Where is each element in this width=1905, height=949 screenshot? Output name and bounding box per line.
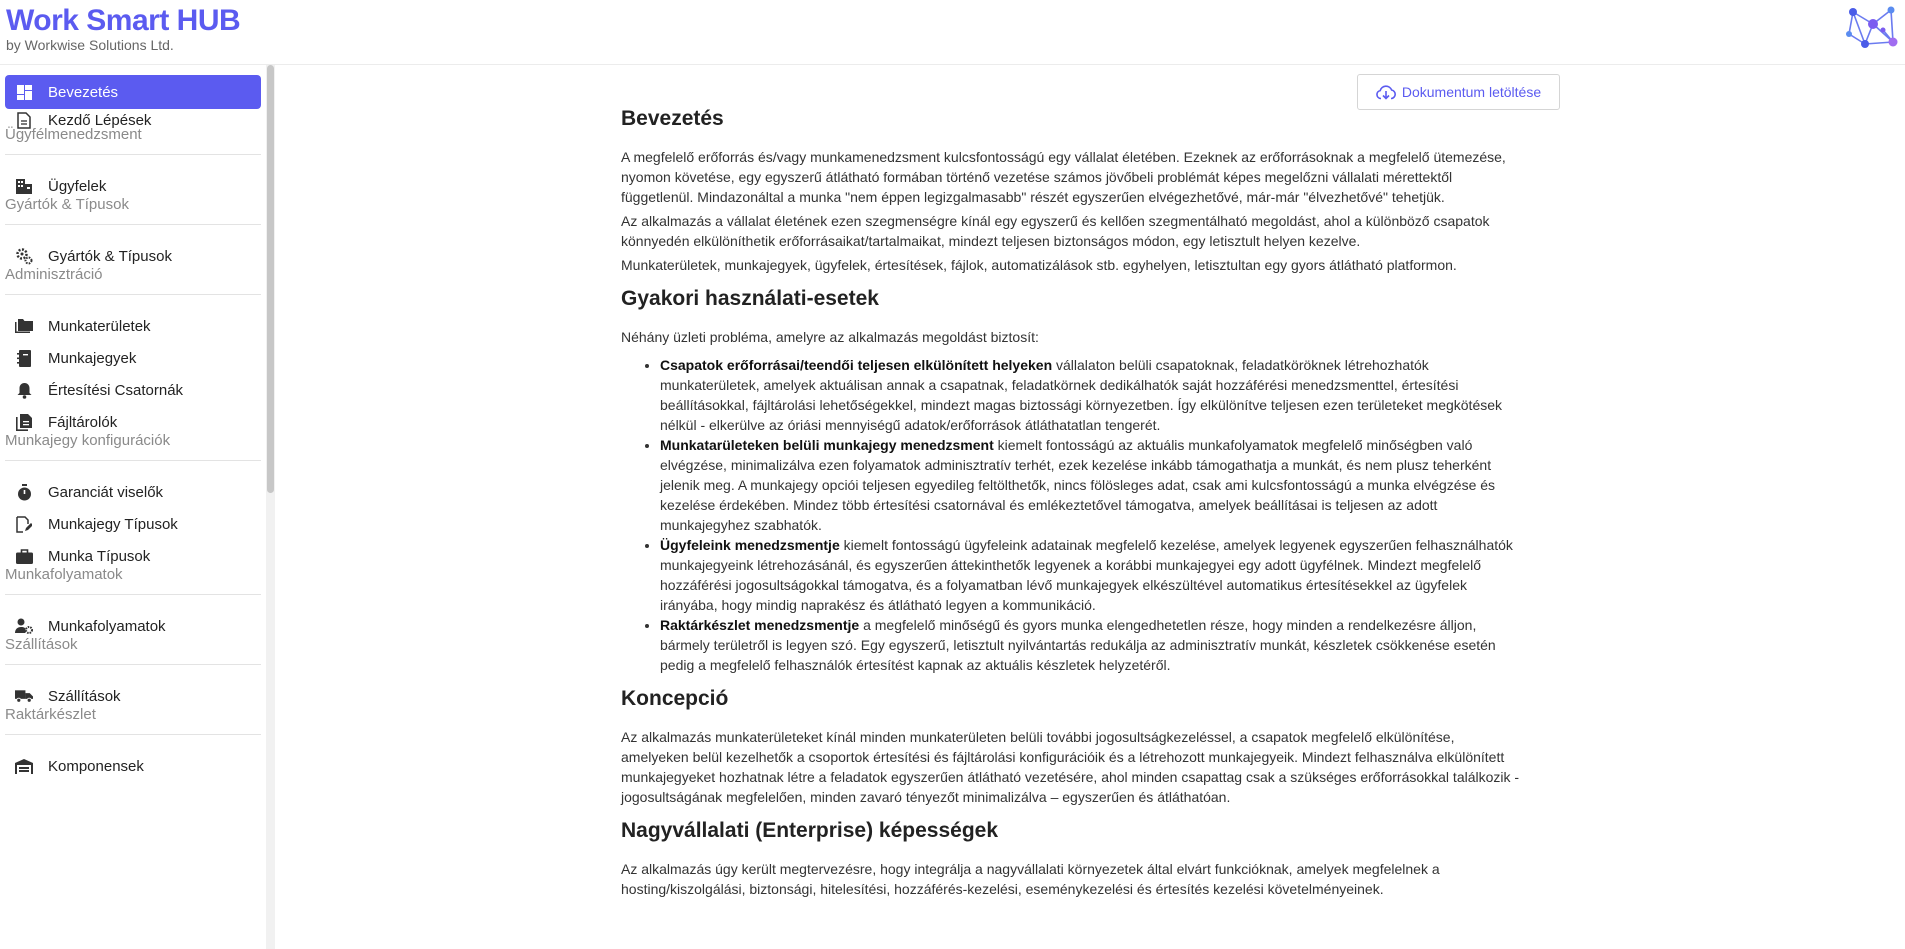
- sidebar-item-label: Munkajegyek: [48, 349, 137, 367]
- sidebar-section: Munkafolyamatok: [5, 566, 261, 583]
- sidebar-item-label: Szállítások: [48, 687, 121, 705]
- sidebar-item-garanciat-viselok[interactable]: [5, 475, 261, 509]
- sidebar-section: Munkajegy konfigurációk: [5, 432, 261, 449]
- sidebar-section: Szállítások: [5, 636, 261, 653]
- heading-intro: Bevezetés: [621, 107, 724, 130]
- paragraph: Munkaterületek, munkajegyek, ügyfelek, értesítések, fájlok, automatizálások stb. egyhelyen, letisztultan egy gyors átlátható platformon.: [621, 257, 1457, 273]
- paragraph: Az alkalmazás úgy került megtervezésre, hogy integrálja a nagyvállalati környezetek által elvárt funkcióknak, amelyek megfelelnek a hosting/kiszolgálási, biztonsági, hitelesítési, hozzáférés-kezelési, eseménykezelési és értesítés kezelési követelményeinek.: [621, 861, 1440, 897]
- sidebar-item-label: Fájltárolók: [48, 413, 118, 431]
- sidebar-item-label: Garanciát viselők: [48, 483, 164, 501]
- list-item: • Raktárkészlet menedzsmentje a megfelelő minőségű és gyors munka elengedhetetlen része, hogy minden a rendelkezésre álljon, bármely területről is legyen szó. Egy egyszerű, letisztult nyilvántartás redukálja az adminisztratív munkát, készletek csökkenése esetén pedig a megfelelő felhasználók értesítést kapnak az aktuális készletek helyzetéről.: [660, 615, 1521, 675]
- app-header: [0, 0, 1905, 65]
- brand[interactable]: [6, 4, 240, 53]
- cloud-download-icon: [1376, 85, 1396, 100]
- sidebar-scrollbar-thumb[interactable]: [267, 65, 274, 493]
- sidebar-item-label: Ügyfelek: [48, 177, 107, 195]
- sidebar-section: Gyártók & Típusok: [5, 196, 261, 213]
- sidebar-section: Adminisztráció: [5, 266, 261, 283]
- network-logo-icon[interactable]: [1843, 2, 1899, 54]
- paragraph: A megfelelő erőforrás és/vagy munkamenedzsment kulcsfontosságú egy vállalat életében. Ezeknek az erőforrásoknak a megfelelő ütemezése, nyomon követése, egy egyszerű átlátható formában történő vezetése számos jövőbeli problémát képes megelőzni vállalati mérettektől függetlenül. Mindazonáltal a munka "nem éppen legizgalmasabb" részét egyszerűen elvégezhetővé, már-már "élvezhetővé" tehetjük.: [621, 149, 1506, 205]
- list-item: • Munkatarületeken belüli munkajegy menedzsment kiemelt fontosságú az aktuális munkafolyamatok megfelelő minőségben való elvégzése, minimalizálva ezen folyamatok adminisztratív terhét, ezek kezelése inkább támogathatja a munkát, és nem plusz teherként jelenik meg. A munkajegy opciói teljesen egyedileg feltölthetők, nincs fölösleges adat, csak ami kulcsfontosságú a munka elvégzése és kezelése érdekében. Mindez több értesítési csatornával és emlékeztetővel támogatva, amelyek beállításai is teljesen az adott munkajegyhez szabhatók.: [660, 435, 1521, 535]
- sidebar-item-label: Kezdő Lépések: [48, 111, 152, 129]
- main-content: [276, 65, 1905, 949]
- paragraph: Az alkalmazás a vállalat életének ezen szegmenségre kínál egy egyszerű és kellően szegmentálható megoldást, ahol a különböző csapatok könnyedén elkülöníthetik erőforrásaikat/tartalmaikat, mindezt teljesen biztonságos módon, egy letisztult helyen kezelve.: [621, 213, 1490, 249]
- folders-icon: [15, 317, 33, 335]
- heading-use-cases: Gyakori használati-esetek: [621, 287, 879, 310]
- sidebar-item-label: Gyártók & Típusok: [48, 247, 172, 265]
- heading-concept: Koncepció: [621, 687, 729, 710]
- sidebar-item-munkajegy-tipusok[interactable]: [5, 507, 261, 541]
- list-item: • Ügyfeleink menedzsmentje kiemelt fontosságú ügyfeleink adatainak megfelelő kezelése, amelyek legyenek egyszerűen felhasználhatók munkajegyeink létrehozásánál, és egyszerűen áttekinthetők legyenek a korábbi munkajegyei egy adott ügyfélnek. Mindezt megfelelő hozzáférési jogosultságokkal támogatva, és a folyamatban lévő munkajegyek elkészültével automatikus értesítésekkel az ügyfelek irányába, hogy mindig naprakész és átlátható legyen a kommunikáció.: [660, 535, 1521, 615]
- sidebar-item-label: Bevezetés: [48, 83, 119, 101]
- heading-enterprise: Nagyvállalati (Enterprise) képességek: [621, 819, 999, 842]
- sidebar-item-label: Komponensek: [48, 757, 144, 775]
- app-subtitle: by Workwise Solutions Ltd.: [6, 37, 174, 53]
- sidebar-item-label: Értesítési Csatornák: [48, 381, 184, 399]
- files-icon: [15, 413, 33, 431]
- building-icon: [15, 177, 33, 195]
- user-gear-icon: [15, 617, 33, 635]
- sidebar-section: Raktárkészlet: [5, 706, 261, 723]
- stopwatch-icon: [15, 483, 33, 501]
- sidebar: [0, 65, 276, 949]
- truck-icon: [15, 687, 33, 705]
- article: [621, 105, 1521, 899]
- notebook-icon: [15, 349, 33, 367]
- dashboard-icon: [15, 83, 33, 101]
- sidebar-item-label: Munkajegy Típusok: [48, 515, 178, 533]
- app-title: Work Smart HUB: [6, 4, 241, 37]
- list-item: • Csapatok erőforrásai/teendői teljesen elkülönített helyeken vállalaton belüli csapatoknak, feladatköröknek létrehozhatók munkaterületek, amelyek aktuálisan annak a csapatnak, feladatkörnek dedikálhatók saját hozzáférési menedzsmenttel, értesítési beállításokkal, fájltárolási lehetőségekkel, mindezt magas biztossági környezetben. Így elkülönítve teljesen ezen területeket megkötések nélkül - elkerülve az óriási mennyiségű adatok/erőforrások átláthatatlan tengerét.: [660, 355, 1521, 435]
- warehouse-icon: [15, 757, 33, 775]
- sidebar-item-munkajegyek[interactable]: [5, 341, 261, 375]
- sidebar-item-label: Munkaterületek: [48, 317, 151, 335]
- briefcase-icon: [15, 547, 33, 565]
- paragraph: Az alkalmazás munkaterületeket kínál minden munkaterületen belüli további jogosultságkezeléssel, a csapatok megfelelő elkülönítése, amelyeken belül kezelhetők a csoportok értesítési és fájltárolási konfigurációik és a létrehozott munkajegyeik. Mindezt felhasználva elkülönített munkajegyeket hozhatnak létre a feladatok egyszerűen átlátható vezetésére, ahol minden csapattag csak a szükséges erőforrásokkal találkozik - jogosultságának megfelelően, minden zavaró tényezőt minimalizálva – egyszerűen és átláthatóan.: [621, 729, 1520, 805]
- sidebar-item-komponensek[interactable]: [5, 749, 261, 783]
- sidebar-section: Ügyfélmenedzsment: [5, 126, 261, 143]
- download-button-label: Dokumentum letöltése: [1401, 84, 1542, 100]
- sidebar-item-ertesitesi-csatornak[interactable]: [5, 373, 261, 407]
- paragraph: Néhány üzleti probléma, amelyre az alkalmazás megoldást biztosít:: [621, 329, 1039, 345]
- document-edit-icon: [15, 515, 33, 533]
- sidebar-item-label: Munka Típusok: [48, 547, 151, 565]
- sidebar-item-label: Munkafolyamatok: [48, 617, 166, 635]
- sidebar-item-munkateruletek[interactable]: [5, 309, 261, 343]
- bell-icon: [15, 381, 33, 399]
- use-case-list: [621, 355, 1521, 675]
- gears-icon: [15, 247, 33, 265]
